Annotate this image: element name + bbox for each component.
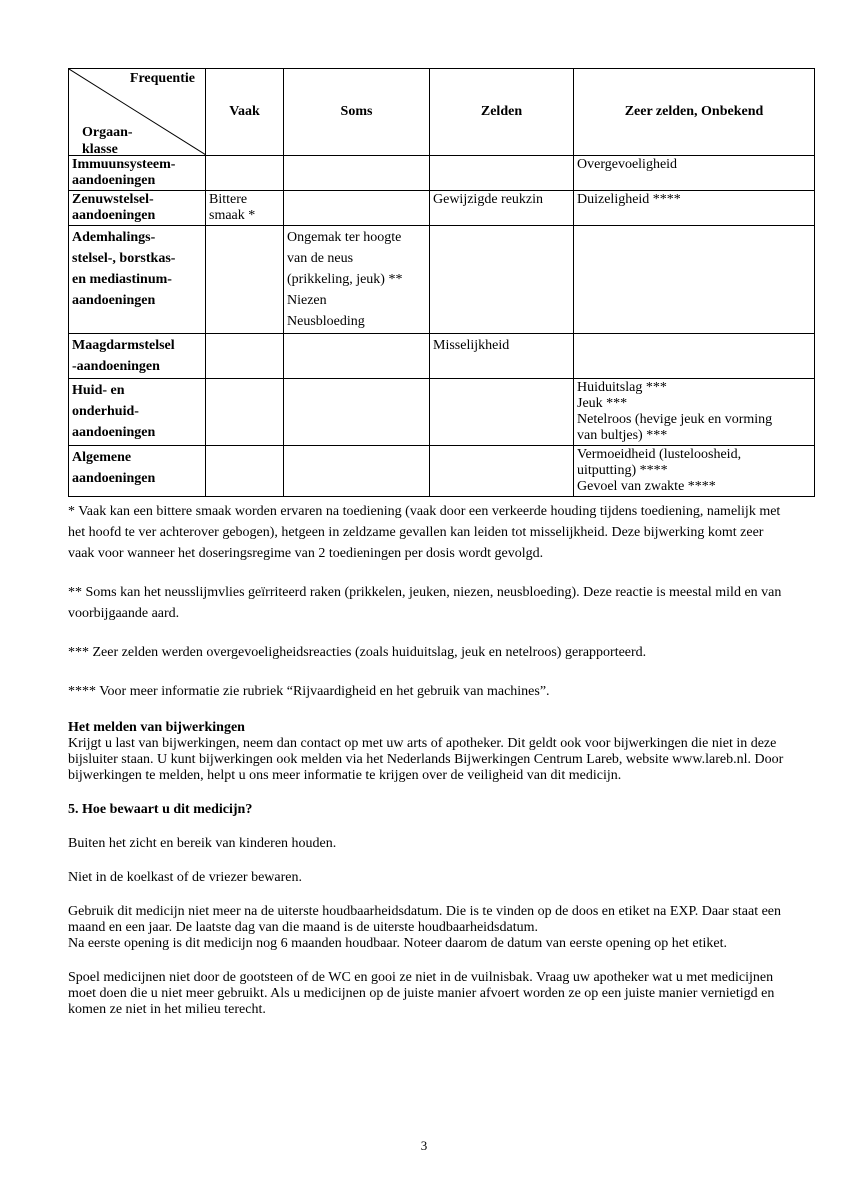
table-row	[69, 191, 815, 226]
storage-p2: Niet in de koelkast of de vriezer bewaren.	[68, 870, 303, 885]
table-header-row	[69, 69, 815, 156]
cell-zeer	[574, 334, 815, 379]
footnote-2: ** Soms kan het neusslijmvlies geïrriteerd raken (prikkelen, jeuken, niezen, neusbloeding). Deze reactie is meestal mild en van voorbijgaande aard.	[68, 585, 782, 621]
cell-zelden	[430, 156, 574, 191]
cell-vaak	[206, 446, 284, 497]
cell-zelden	[430, 446, 574, 497]
reporting-title: Het melden van bijwerkingen	[68, 720, 245, 735]
footnote-1: * Vaak kan een bittere smaak worden ervaren na toediening (vaak door een verkeerde houding tijdens toediening, namelijk met het hoofd te ver achterover gebogen), hetgeen in zeldzame gevallen kan leiden tot misselijkheid. Deze bijwerking komt zeer vaak voor wanneer het doseringsregime van 2 toedieningen per dosis wordt gevolgd.	[68, 504, 781, 561]
cell-zelden: Misselijkheid	[430, 334, 574, 379]
cell-soms	[284, 446, 430, 497]
table-row	[69, 446, 815, 497]
cell-vaak: Bittere smaak *	[206, 191, 284, 226]
organ-class-cell: Immuunsysteem- aandoeningen	[69, 156, 206, 191]
storage-p1: Buiten het zicht en bereik van kinderen houden.	[68, 836, 337, 851]
reporting-text: Krijgt u last van bijwerkingen, neem dan contact op met uw arts of apotheker. Dit geldt ook voor bijwerkingen die niet in deze bijsluiter staan. U kunt bijwerkingen ook melden via het Nederlands Bijwerkingen Centrum Lareb, website www.lareb.nl. Door bijwerkingen te melden, helpt u ons meer informatie te krijgen over de veiligheid van dit medicijn.	[68, 736, 784, 783]
diagonal-header-cell	[69, 69, 206, 156]
cell-zeer	[574, 226, 815, 334]
col-header-zelden: Zelden	[430, 69, 574, 156]
footnotes	[68, 501, 788, 702]
organ-class-cell: Ademhalings- stelsel-, borstkas- en mediastinum- aandoeningen	[69, 226, 206, 334]
cell-soms: Ongemak ter hoogte van de neus (prikkeling, jeuk) ** Niezen Neusbloeding	[284, 226, 430, 334]
cell-zelden: Gewijzigde reukzin	[430, 191, 574, 226]
frequency-label: Frequentie	[129, 71, 195, 86]
cell-zeer: Huiduitslag *** Jeuk *** Netelroos (hevige jeuk en vorming van bultjes) ***	[574, 379, 815, 446]
reporting-section	[68, 720, 788, 784]
table-row	[69, 226, 815, 334]
storage-p3b: Na eerste opening is dit medicijn nog 6 maanden houdbaar. Noteer daarom de datum van eerste opening op het etiket.	[68, 936, 727, 951]
organ-class-cell: Maagdarmstelsel -aandoeningen	[69, 334, 206, 379]
organ-class-cell: Huid- en onderhuid- aandoeningen	[69, 379, 206, 446]
cell-zeer: Duizeligheid ****	[574, 191, 815, 226]
storage-section	[68, 802, 788, 1018]
cell-soms	[284, 156, 430, 191]
footnote-4: **** Voor meer informatie zie rubriek “Rijvaardigheid en het gebruik van machines”.	[68, 684, 550, 699]
storage-p3a: Gebruik dit medicijn niet meer na de uiterste houdbaarheidsdatum. Die is te vinden op de doos en etiket na EXP. Daar staat een maand en een jaar. De laatste dag van die maand is de uiterste houdbaarheidsdatum.	[68, 904, 782, 935]
col-header-zeer-zelden: Zeer zelden, Onbekend	[574, 69, 815, 156]
cell-soms	[284, 191, 430, 226]
cell-zelden	[430, 379, 574, 446]
cell-vaak	[206, 334, 284, 379]
cell-zeer: Vermoeidheid (lusteloosheid, uitputting) **** Gevoel van zwakte ****	[574, 446, 815, 497]
cell-vaak	[206, 379, 284, 446]
footnote-3: *** Zeer zelden werden overgevoeligheidsreacties (zoals huiduitslag, jeuk en netelroos) gerapporteerd.	[68, 645, 647, 660]
cell-vaak	[206, 156, 284, 191]
organ-class-label: Orgaan- klasse	[82, 125, 133, 157]
adverse-effects-table	[68, 68, 815, 497]
cell-zeer: Overgevoeligheid	[574, 156, 815, 191]
cell-zelden	[430, 226, 574, 334]
table-row	[69, 334, 815, 379]
table-body	[69, 156, 815, 497]
leaflet-page	[68, 68, 788, 1018]
organ-class-cell: Algemene aandoeningen	[69, 446, 206, 497]
cell-soms	[284, 379, 430, 446]
page-number: 3	[420, 1138, 428, 1153]
cell-soms	[284, 334, 430, 379]
table-row	[69, 156, 815, 191]
cell-vaak	[206, 226, 284, 334]
col-header-vaak: Vaak	[206, 69, 284, 156]
section-5-title: 5. Hoe bewaart u dit medicijn?	[68, 802, 253, 817]
table-row	[69, 379, 815, 446]
storage-p4: Spoel medicijnen niet door de gootsteen of de WC en gooi ze niet in de vuilnisbak. Vraag uw apotheker wat u met medicijnen moet doen die u niet meer gebruikt. Als u medicijnen op de juiste manier afvoert worden ze op een juiste manier vernietigd en komen ze niet in het milieu terecht.	[68, 970, 775, 1017]
organ-class-cell: Zenuwstelsel- aandoeningen	[69, 191, 206, 226]
col-header-soms: Soms	[284, 69, 430, 156]
